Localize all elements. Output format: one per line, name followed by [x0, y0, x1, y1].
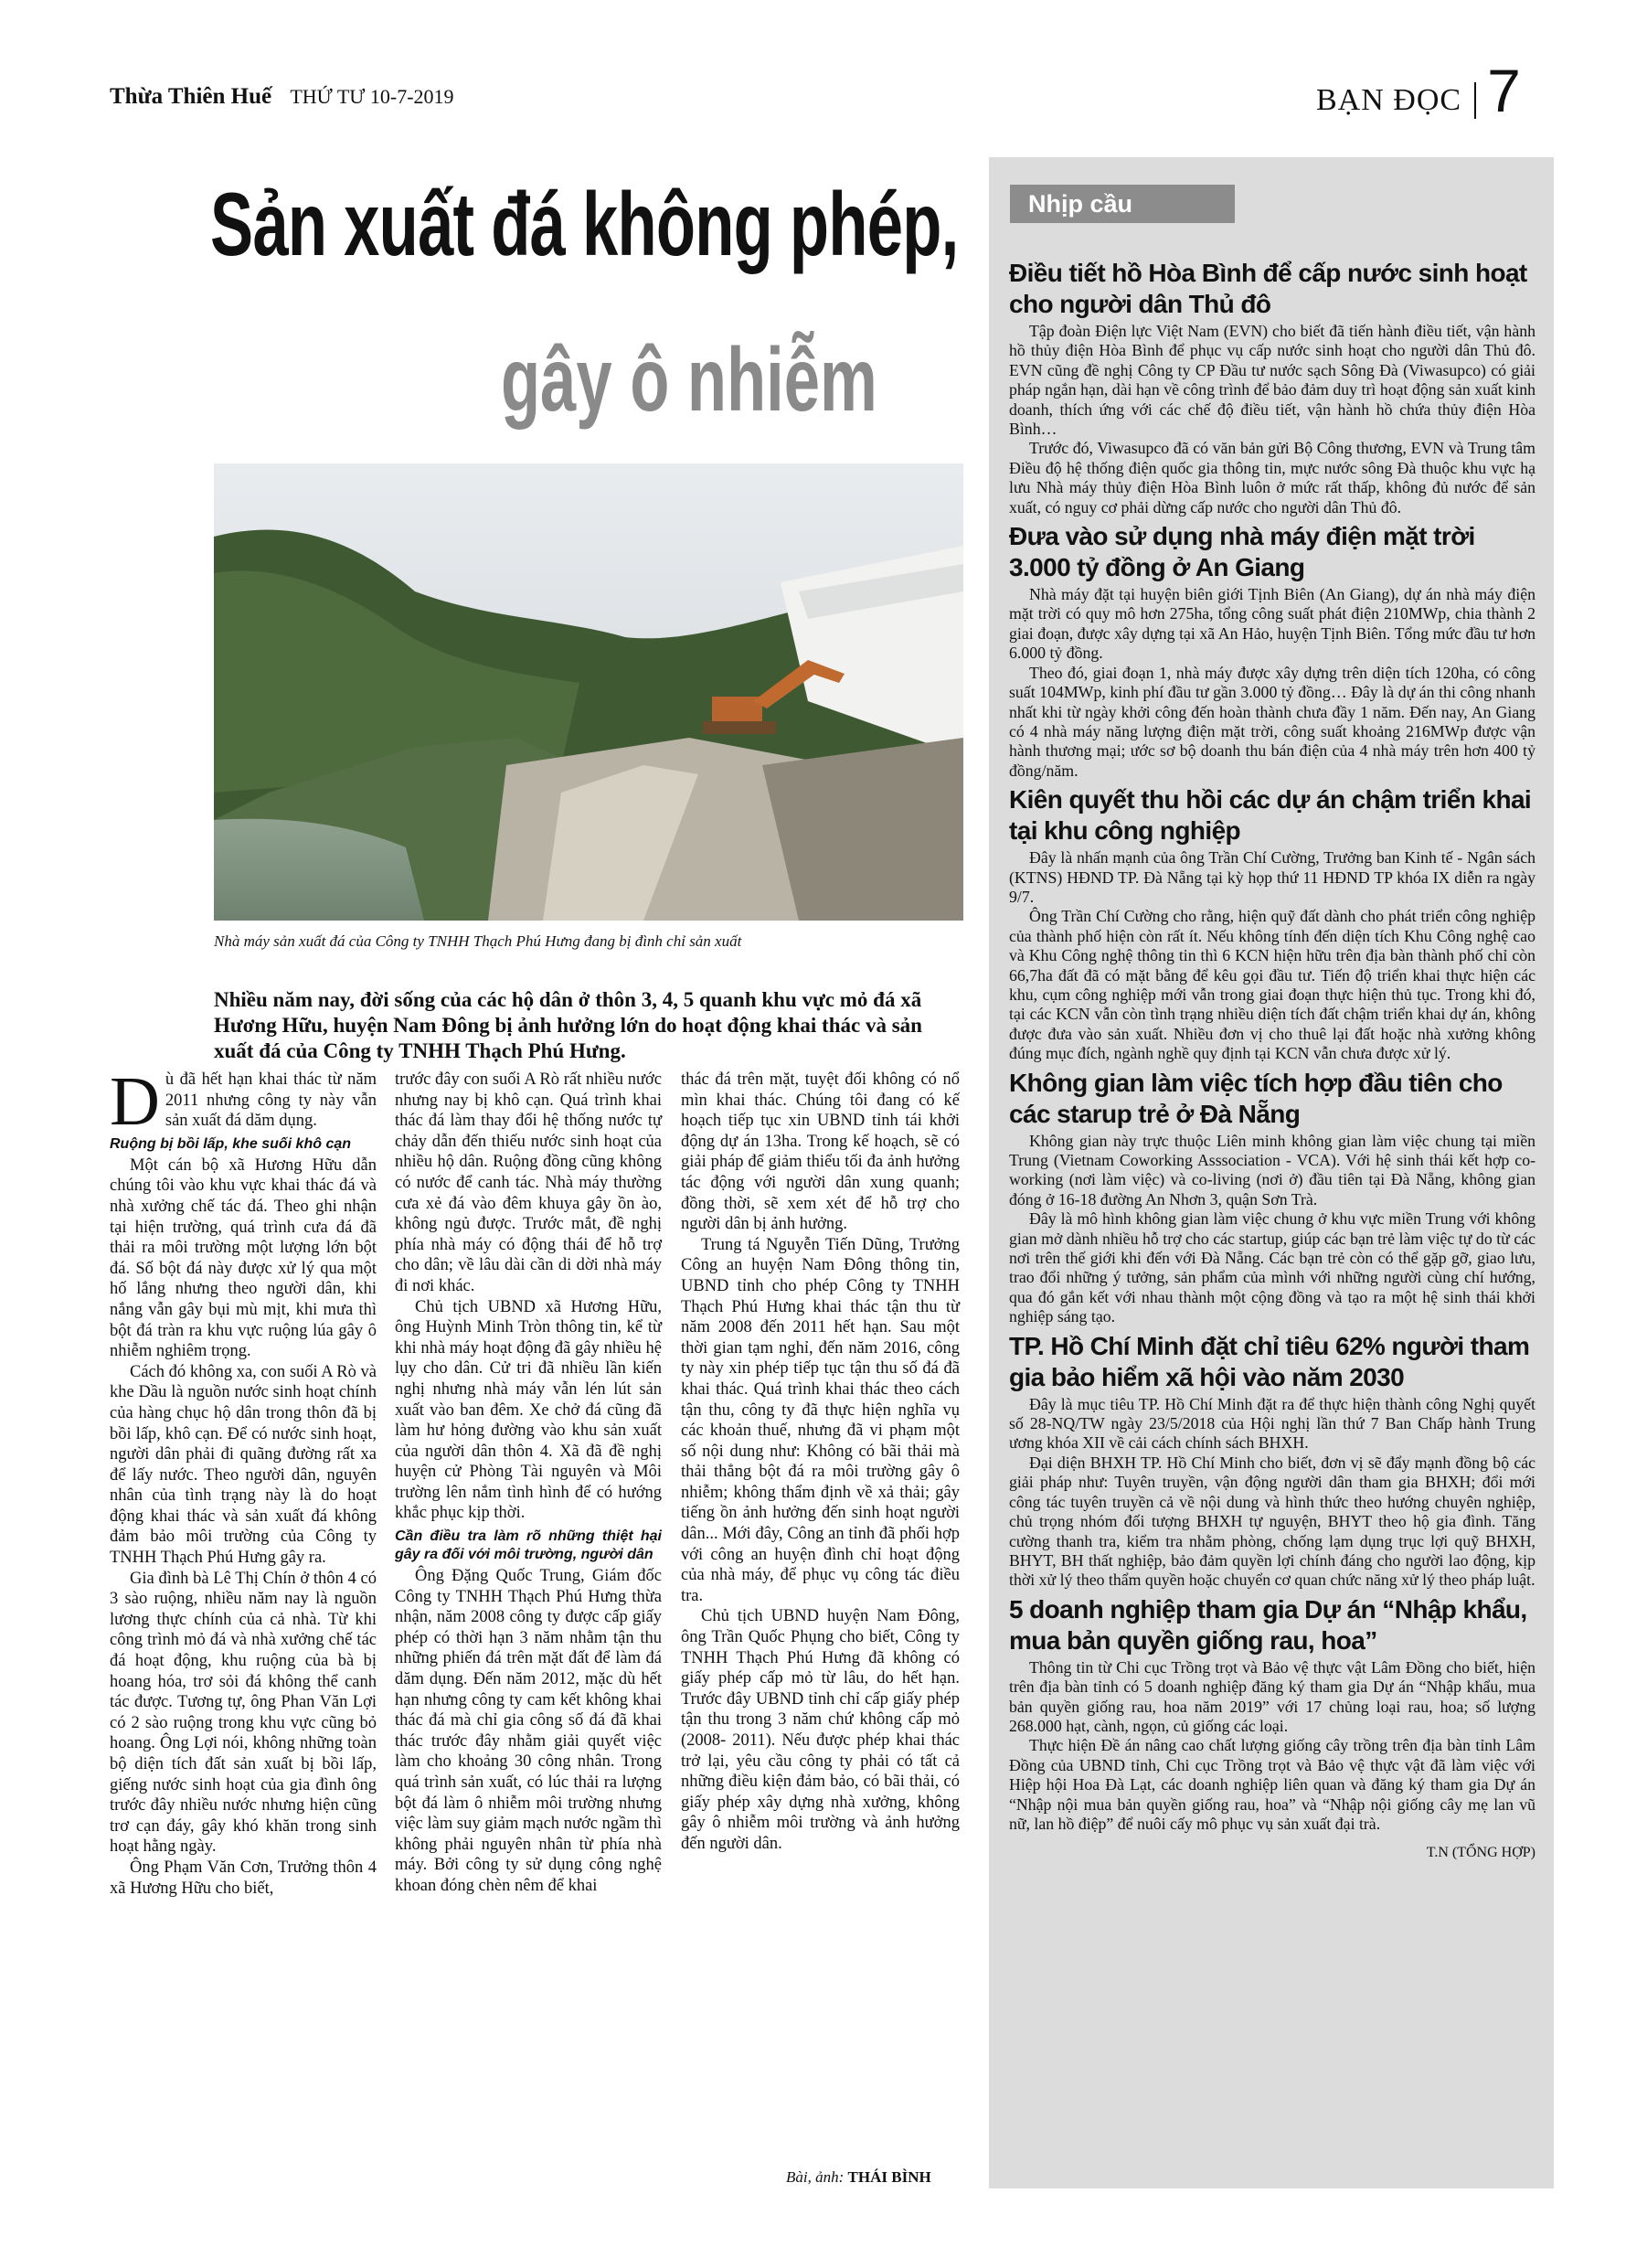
- brief-paragraph: Thông tin từ Chi cục Trồng trọt và Bảo vệ thực vật Lâm Đồng cho biết, hiện trên địa bàn tỉnh có 5 doanh nghiệp đăng ký tham gia Dự án “Nhập khẩu, mua bản quyền giống rau, hoa năm 2019” với 17 chủng loại rau, hoa; số lượng 268.000 hạt, cành, ngọn, củ giống các loại.: [1009, 1657, 1535, 1735]
- subhead-1: Ruộng bị bồi lấp, khe suối khô cạn: [110, 1135, 352, 1152]
- article-column-2: [395, 1070, 662, 1897]
- sidebar-signature: T.N (TỔNG HỢP): [1426, 1845, 1535, 1861]
- brief-paragraph: Ông Trần Chí Cường cho rằng, hiện quỹ đất dành cho phát triển công nghiệp của thành phố hiện còn rất ít. Nếu không tính đến diện tích Khu Công nghệ cao và Khu Công nghệ thông tin thì 6 KCN hiện hữu trên địa bàn thành phố chỉ còn 66,7ha đất đã có mặt bằng để kêu gọi đầu tư. Tiến độ triển khai thực hiện các khu, cụm công nghiệp mới vẫn trong giai đoạn thực hiện thủ tục. Trong khi đó, tại các KCN vẫn còn tình trạng nhiều diện tích đất chậm triển khai dự án, không được đưa vào sản xuất. Nhiều đơn vị cho thuê lại đất hoặc nhà xưởng không đúng mục đích, ngành nghề quy định tại KCN vẫn chưa được xử lý.: [1009, 907, 1535, 1063]
- paragraph: Trung tá Nguyễn Tiến Dũng, Trưởng Công an huyện Nam Đông thông tin, UBND tỉnh cho phép Công ty TNHH Thạch Phú Hưng khai thác tận thu từ năm 2008 đến 2011 hết hạn. Sau một thời gian tạm nghỉ, đến năm 2016, công ty này xin phép tiếp tục tận thu số đá đã khai thác. Quá trình khai thác theo cách tận thu, công ty đã thực hiện nghĩa vụ các khoản thuế, nhưng đã vi phạm một số nội dung như: Không có bãi thải mà thải thẳng bột đá ra môi trường gây ô nhiễm; không thẩm định về xả thải; gây tiếng ồn ảnh hưởng đến sinh hoạt người dân... Mới đây, Công an tỉnh đã phối hợp với công an huyện đình chỉ hoạt động của nhà máy, để phục vụ công tác điều tra.: [681, 1235, 960, 1605]
- section-name: BẠN ĐỌC: [1316, 82, 1476, 119]
- brief-title: TP. Hồ Chí Minh đặt chỉ tiêu 62% người tham gia bảo hiểm xã hội vào năm 2030: [1009, 1331, 1530, 1391]
- brief-paragraph: Đại diện BHXH TP. Hồ Chí Minh cho biết, đơn vị sẽ đẩy mạnh đồng bộ các giải pháp như: Tuyên truyền, vận động người dân tham gia BHXH; đổi mới công tác tuyên truyền cả về nội dung và hình thức theo hướng chuyên nghiệp, chủ trọng nhóm đối tượng BHXH tự nguyện, BHYT theo hộ gia đình. Tăng cường thanh tra, kiểm tra nhằm phòng, chống lạm dụng trục lợi quỹ BHXH, BHYT, BH thất nghiệp, bảo đảm quyền lợi chính đáng cho người lao động, kịp thời xử lý theo thẩm quyền hoặc chuyển cơ quan chức năng xử lý theo pháp luật.: [1009, 1453, 1535, 1590]
- intro-paragraph: ù đã hết hạn khai thác từ năm 2011 nhưng công ty này vẫn sản xuất đá dăm dụng.: [165, 1070, 377, 1131]
- paragraph: Chủ tịch UBND huyện Nam Đông, ông Trần Quốc Phụng cho biết, Công ty TNHH Thạch Phú Hưng đã không có giấy phép cấp mỏ từ lâu, do hết hạn. Trước đây UBND tỉnh chỉ cấp giấy phép tận thu trong 3 năm chứ không cấp mỏ (2008- 2011). Nếu được phép khai thác trở lại, yêu cầu công ty phải có tất cả những điều kiện đảm bảo, có bãi thải, có giấy phép xây dựng nhà xưởng, không gây ô nhiễm môi trường và ảnh hưởng đến người dân.: [681, 1607, 960, 1853]
- byline-author: THÁI BÌNH: [847, 2168, 931, 2186]
- brief-title: Không gian làm việc tích hợp đầu tiên cho các starup trẻ ở Đà Nẵng: [1009, 1068, 1503, 1128]
- brief-paragraph: Thực hiện Đề án nâng cao chất lượng giống cây trồng trên địa bàn tỉnh Lâm Đồng của UBND tỉnh, Chi cục Trồng trọt và Bảo vệ thực vật đã làm việc với Hiệp hội Hoa Đà Lạt, các doanh nghiệp liên quan và đăng ký tham gia Dự án “Nhập nội mua bản quyền giống rau, hoa” và “Nhập nội giống cây mẹ lan vũ nữ, lan hồ điệp” để nuôi cấy mô phục vụ sản xuất đại trà.: [1009, 1736, 1535, 1833]
- quarry-landscape-illustration: [214, 463, 963, 921]
- page-header-left: [110, 84, 454, 110]
- article-photo: [214, 463, 963, 921]
- sidebar-tag: Nhịp cầu: [1010, 185, 1235, 223]
- sidebar-content: [1009, 254, 1535, 1861]
- article-lead: Nhiều năm nay, đời sống của các hộ dân ở thôn 3, 4, 5 quanh khu vực mỏ đá xã Hương Hữu, huyện Nam Đông bị ảnh hưởng lớn do hoạt động khai thác và sản xuất đá của Công ty TNHH Thạch Phú Hưng.: [214, 988, 922, 1062]
- subhead-2: Cần điều tra làm rõ những thiệt hại gây ra đối với môi trường, người dân: [395, 1528, 662, 1563]
- brief-paragraph: Theo đó, giai đoạn 1, nhà máy được xây dựng trên diện tích 120ha, có công suất 104MWp, kinh phí đầu tư gần 3.000 tỷ đồng… Đây là dự án thi công nhanh nhất khi từ ngày khởi công đến hoàn thành chưa đầy 1 năm. Đến nay, An Giang có 4 nhà máy năng lượng điện mặt trời, công suất khoảng 216MWp được vận hành thương mại; ước sơ bộ doanh thu bán điện của 4 nhà máy trên hơn 400 tỷ đồng/năm.: [1009, 663, 1535, 780]
- byline: [786, 2168, 931, 2187]
- brief-paragraph: Nhà máy đặt tại huyện biên giới Tịnh Biên (An Giang), dự án nhà máy điện mặt trời có quy mô hơn 275ha, tổng công suất phát điện 210MWp, chia thành 2 giai đoạn, được xây dựng tại xã An Hảo, huyện Tịnh Biên. Tổng mức đầu tư hơn 6.000 tỷ đồng.: [1009, 585, 1535, 663]
- paragraph: thác đá trên mặt, tuyệt đối không có nổ mìn khai thác. Chúng tôi đang có kế hoạch tiếp tục xin UBND tỉnh tái khởi động dự án 13ha. Trong kế hoạch, sẽ có giải pháp để giảm thiểu tối đa ảnh hưởng tác động với người dân xung quanh; đồng thời, sẽ xem xét để hỗ trợ cho người dân bị ảnh hưởng.: [681, 1070, 960, 1234]
- brief-paragraph: Đây là mục tiêu TP. Hồ Chí Minh đặt ra để thực hiện thành công Nghị quyết số 28-NQ/TW ngày 23/5/2018 của Hội nghị lần thứ 7 Ban Chấp hành Trung ương khóa XII về cải cách chính sách BHXH.: [1009, 1394, 1535, 1453]
- publication-name: Thừa Thiên Huế: [110, 84, 272, 109]
- headline-line-1: Sản xuất đá không phép,: [210, 174, 959, 274]
- issue-date: THỨ TƯ 10-7-2019: [290, 85, 454, 108]
- paragraph: trước đây con suối A Rò rất nhiều nước nhưng nay bị khô cạn. Quá trình khai thác đá làm thay đổi hệ thống nước tự chảy dẫn đến thiếu nước sinh hoạt của nhiều hộ dân. Ruộng đồng cũng không có nước để canh tác. Nhà máy thường cưa xẻ đá vào đêm khuya gây ồn ào, không ngủ được. Trước mắt, đề nghị phía nhà máy có động thái để hỗ trợ cho dân; về lâu dài cần di dời nhà máy đi nơi khác.: [395, 1070, 662, 1295]
- byline-label: Bài, ảnh:: [786, 2168, 845, 2186]
- paragraph: Một cán bộ xã Hương Hữu dẫn chúng tôi vào khu vực khai thác đá và nhà xưởng chế tác đá. Theo ghi nhận tại hiện trường, quá trình cưa đá đã thải ra môi trường một lượng lớn bột đá. Số bột đá này được xử lý qua một hố lắng nhưng theo người dân, khi nắng vẫn gây bụi mù mịt, khi mưa thì bột đá tràn ra khu vực ruộng lúa gây ô nhiễm nghiêm trọng.: [110, 1155, 377, 1361]
- drop-cap: D: [110, 1063, 160, 1140]
- brief-paragraph: Không gian này trực thuộc Liên minh không gian làm việc chung tại miền Trung (Vietnam Coworking Asssociation - VCA). Với hệ sinh thái kết hợp co-working (nơi làm việc) và co-living (nơi ở) đầu tiên tại Đà Nẵng, không gian đóng ở 16-18 đường An Nhơn 3, quận Sơn Trà.: [1009, 1131, 1535, 1209]
- brief-paragraph: Trước đó, Viwasupco đã có văn bản gửi Bộ Công thương, EVN và Trung tâm Điều độ hệ thống điện quốc gia thông tin, mực nước sông Đà thuộc khu vực hạ lưu Nhà máy thủy điện Hòa Bình luôn ở mức rất thấp, không đủ nước để sản xuất, có nguy cơ phải dừng cấp nước cho người dân Thủ đô.: [1009, 439, 1535, 516]
- paragraph: Ông Phạm Văn Cơn, Trưởng thôn 4 xã Hương Hữu cho biết,: [110, 1858, 377, 1898]
- page-number: 7: [1487, 57, 1521, 124]
- brief-title: 5 doanh nghiệp tham gia Dự án “Nhập khẩu, mua bản quyền giống rau, hoa”: [1009, 1594, 1527, 1655]
- brief-paragraph: Tập đoàn Điện lực Việt Nam (EVN) cho biết đã tiến hành điều tiết, vận hành hồ thủy điện Hòa Bình để phục vụ cấp nước sinh hoạt cho người dân Thủ đô. EVN cũng đề nghị Công ty CP Đầu tư nước sạch Sông Đà (Viwasupco) có giải pháp ngắn hạn, dài hạn về công trình để bảo đảm duy trì hoạt động sản xuất kinh doanh, thích ứng với các chế độ điều tiết, vận hành hồ chứa thủy điện Hòa Bình…: [1009, 322, 1535, 439]
- brief-title: Điều tiết hồ Hòa Bình để cấp nước sinh hoạt cho người dân Thủ đô: [1009, 259, 1527, 318]
- page-header-right: [1316, 57, 1521, 124]
- brief-title: Đưa vào sử dụng nhà máy điện mặt trời 3.000 tỷ đồng ở An Giang: [1009, 522, 1475, 582]
- paragraph: Cách đó không xa, con suối A Rò và khe Dầu là nguồn nước sinh hoạt chính của hàng chục hộ dân trong thôn đã bị bồi lấp, khô cạn. Để có nước sinh hoạt, người dân phải đi quãng đường rất xa để lấy nước. Theo người dân, nguyên nhân của tình trạng này là do hoạt động khai thác và sản xuất đá không đảm bảo môi trường của Công ty TNHH Thạch Phú Hưng gây ra.: [110, 1362, 377, 1568]
- paragraph: Gia đình bà Lê Thị Chín ở thôn 4 có 3 sào ruộng, nhiều năm nay là nguồn lương thực chính của cả nhà. Từ khi công trình mỏ đá và nhà xưởng chế tác đá hoạt động, khu ruộng của bà bị hoang hóa, trơ sỏi đá không thể canh tác được. Tương tự, ông Phan Văn Lợi có 2 sào ruộng trong khu vực cũng bỏ hoang. Ông Lợi nói, không những toàn bộ diện tích đất sản xuất bị bồi lấp, giếng nước sinh hoạt của gia đình ông trước đây nhiều nước nhưng hiện cũng trơ cạn đáy, gây khó khăn trong sinh hoạt hằng ngày.: [110, 1569, 377, 1857]
- brief-paragraph: Đây là mô hình không gian làm việc chung ở khu vực miền Trung với không gian mở dành nhiều hỗ trợ cho các startup, giúp các bạn trẻ làm việc tự do từ các nơi trên thế giới khi đến với Đà Nẵng. Các bạn trẻ còn có thể gặp gỡ, giao lưu, trao đổi những ý tưởng, sản phẩm của mình với những người cùng chí hướng, qua đó gắn kết với nhau thành một cộng đồng và tạo ra một hệ sinh thái khởi nghiệp sáng tạo.: [1009, 1209, 1535, 1326]
- brief-title: Kiên quyết thu hồi các dự án chậm triển khai tại khu công nghiệp: [1009, 785, 1532, 846]
- paragraph: Ông Đặng Quốc Trung, Giám đốc Công ty TNHH Thạch Phú Hưng thừa nhận, năm 2008 công ty được cấp giấy phép có thời hạn 3 năm nhằm tận thu những phiến đá trên mặt đất để làm đá dăm dụng. Đến năm 2012, mặc dù hết hạn nhưng công ty cam kết không khai thác đá mà chỉ gia công số đá đã khai thác trước đây nhằm giải quyết việc làm cho khoảng 30 công nhân. Trong quá trình sản xuất, có lúc thải ra lượng bột đá làm ô nhiễm môi trường nhưng việc làm suy giảm mạch nước ngầm thì không phải nguyên nhân từ phía nhà máy. Bởi công ty sử dụng công nghệ khoan đóng chèn nêm để khai: [395, 1567, 662, 1895]
- photo-caption: Nhà máy sản xuất đá của Công ty TNHH Thạch Phú Hưng đang bị đình chỉ sản xuất: [214, 932, 742, 950]
- article-column-1: [110, 1063, 377, 1899]
- article-column-3: [681, 1070, 960, 1855]
- headline-line-2: gây ô nhiễm: [501, 329, 877, 430]
- brief-paragraph: Đây là nhấn mạnh của ông Trần Chí Cường, Trưởng ban Kinh tế - Ngân sách (KTNS) HĐND TP. Đà Nẵng tại kỳ họp thứ 11 HĐND TP khóa IX diễn ra ngày 9/7.: [1009, 848, 1535, 906]
- paragraph: Chủ tịch UBND xã Hương Hữu, ông Huỳnh Minh Tròn thông tin, kể từ khi nhà máy hoạt động đã gây nhiều hệ lụy cho dân. Cử tri đã nhiều lần kiến nghị nhưng nhà máy vẫn lén lút sản xuất vào ban đêm. Xe chở đá cũng đã làm hư hỏng đường vào khu sản xuất của người dân thôn 4. Xã đã đề nghị huyện cử Phòng Tài nguyên và Môi trường lên nắm tình hình để có hướng khắc phục kịp thời.: [395, 1297, 662, 1523]
- sidebar-nhip-cau: [989, 157, 1554, 2188]
